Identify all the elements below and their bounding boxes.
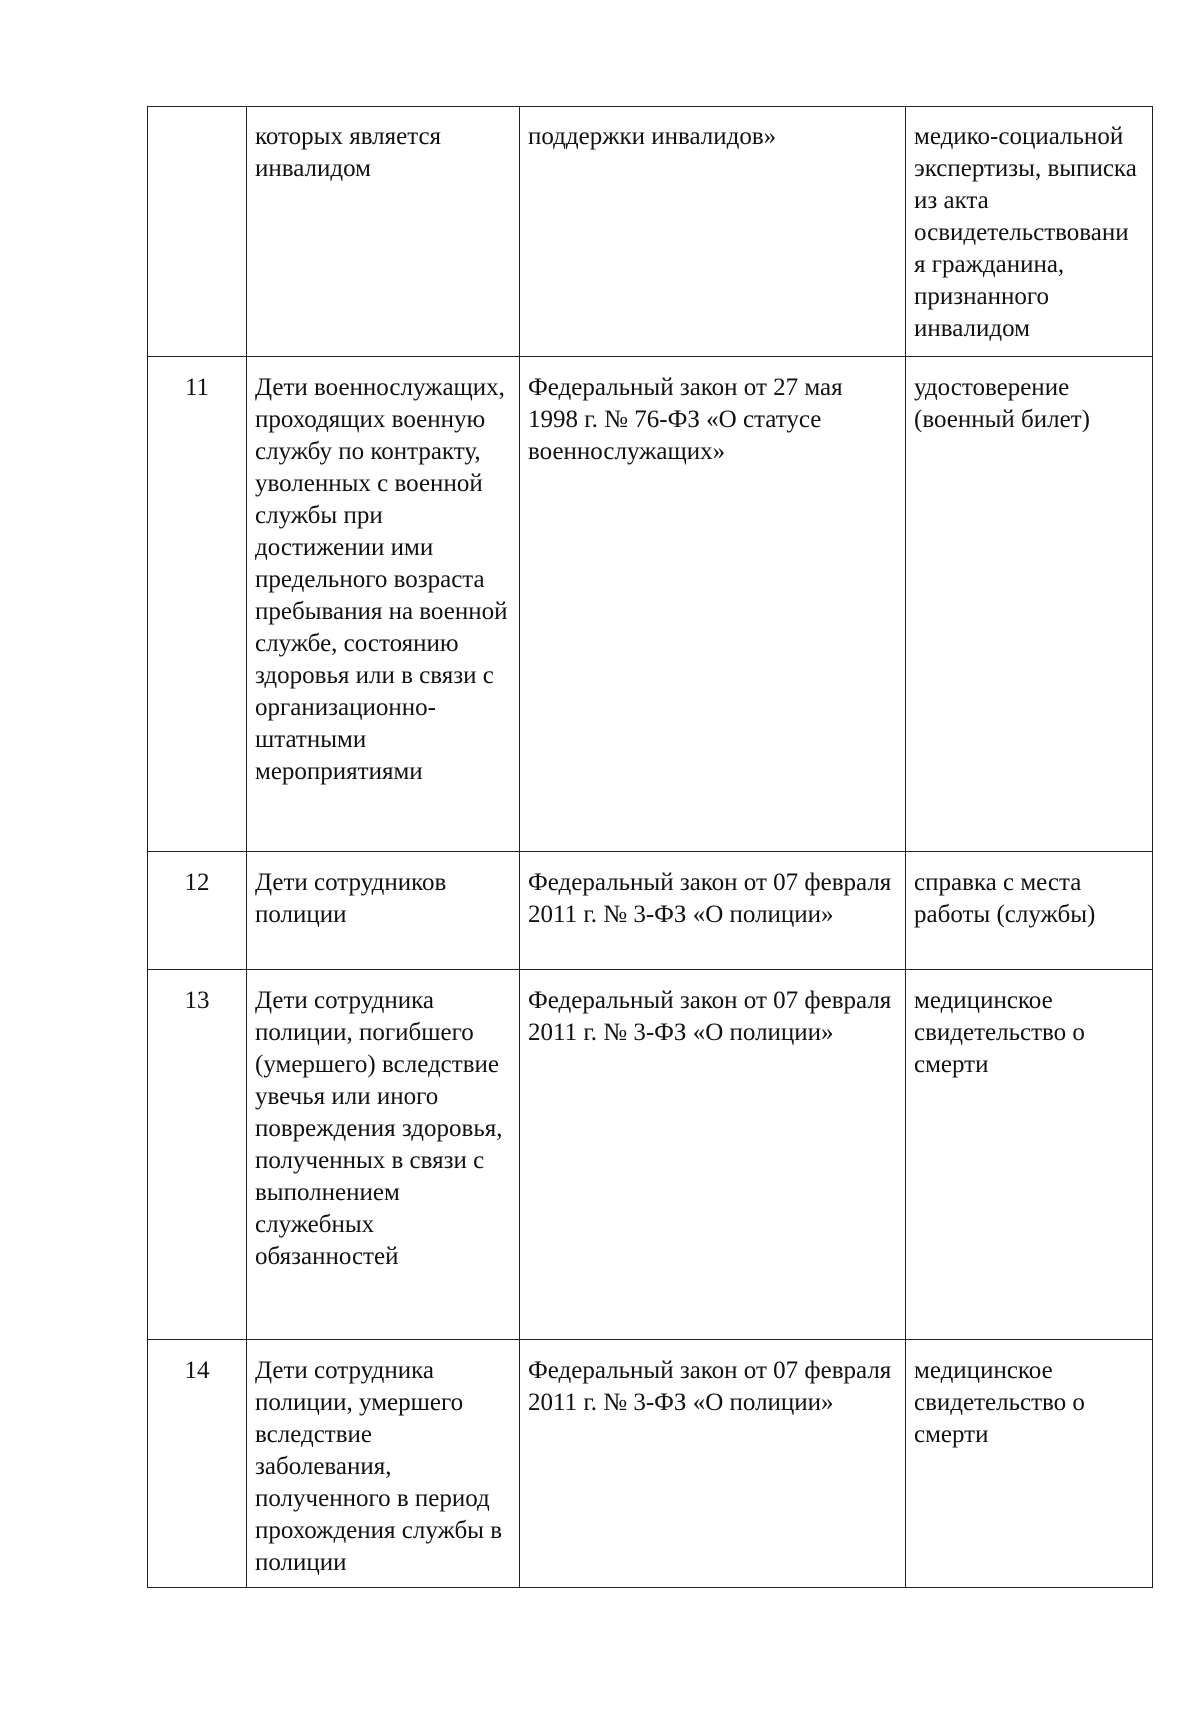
- law-cell: Федеральный закон от 07 февраля 2011 г. № 3-ФЗ «О полиции»: [520, 1340, 906, 1588]
- law-cell: поддержки инвалидов»: [520, 107, 906, 357]
- row-number: 13: [148, 970, 247, 1340]
- category-cell: которых является инвалидом: [247, 107, 520, 357]
- table-row: [148, 970, 1153, 1340]
- table-row: [148, 852, 1153, 970]
- row-number: 12: [148, 852, 247, 970]
- document-cell: справка с места работы (службы): [906, 852, 1153, 970]
- table-row: [148, 357, 1153, 852]
- law-cell: Федеральный закон от 07 февраля 2011 г. № 3-ФЗ «О полиции»: [520, 970, 906, 1340]
- table-row: [148, 107, 1153, 357]
- law-cell: Федеральный закон от 27 мая 1998 г. № 76-ФЗ «О статусе военнослужащих»: [520, 357, 906, 852]
- category-cell: Дети сотрудника полиции, умершего вследствие заболевания, полученного в период прохождения службы в полиции: [247, 1340, 520, 1588]
- row-number: 11: [148, 357, 247, 852]
- document-cell: медицинское свидетельство о смерти: [906, 970, 1153, 1340]
- row-number: [148, 107, 247, 357]
- document-cell: медицинское свидетельство о смерти: [906, 1340, 1153, 1588]
- benefits-table: [147, 106, 1153, 1588]
- table-row: [148, 1340, 1153, 1588]
- document-cell: медико-социальной экспертизы, выписка из акта освидетельствовани я гражданина, признанного инвалидом: [906, 107, 1153, 357]
- category-cell: Дети сотрудников полиции: [247, 852, 520, 970]
- row-number: 14: [148, 1340, 247, 1588]
- law-cell: Федеральный закон от 07 февраля 2011 г. № 3-ФЗ «О полиции»: [520, 852, 906, 970]
- document-cell: удостоверение (военный билет): [906, 357, 1153, 852]
- category-cell: Дети сотрудника полиции, погибшего (умершего) вследствие увечья или иного повреждения здоровья, полученных в связи с выполнением служебных обязанностей: [247, 970, 520, 1340]
- category-cell: Дети военнослужащих, проходящих военную службу по контракту, уволенных с военной службы при достижении ими предельного возраста пребывания на военной службе, состоянию здоровья или в связи с организационно-штатными мероприятиями: [247, 357, 520, 852]
